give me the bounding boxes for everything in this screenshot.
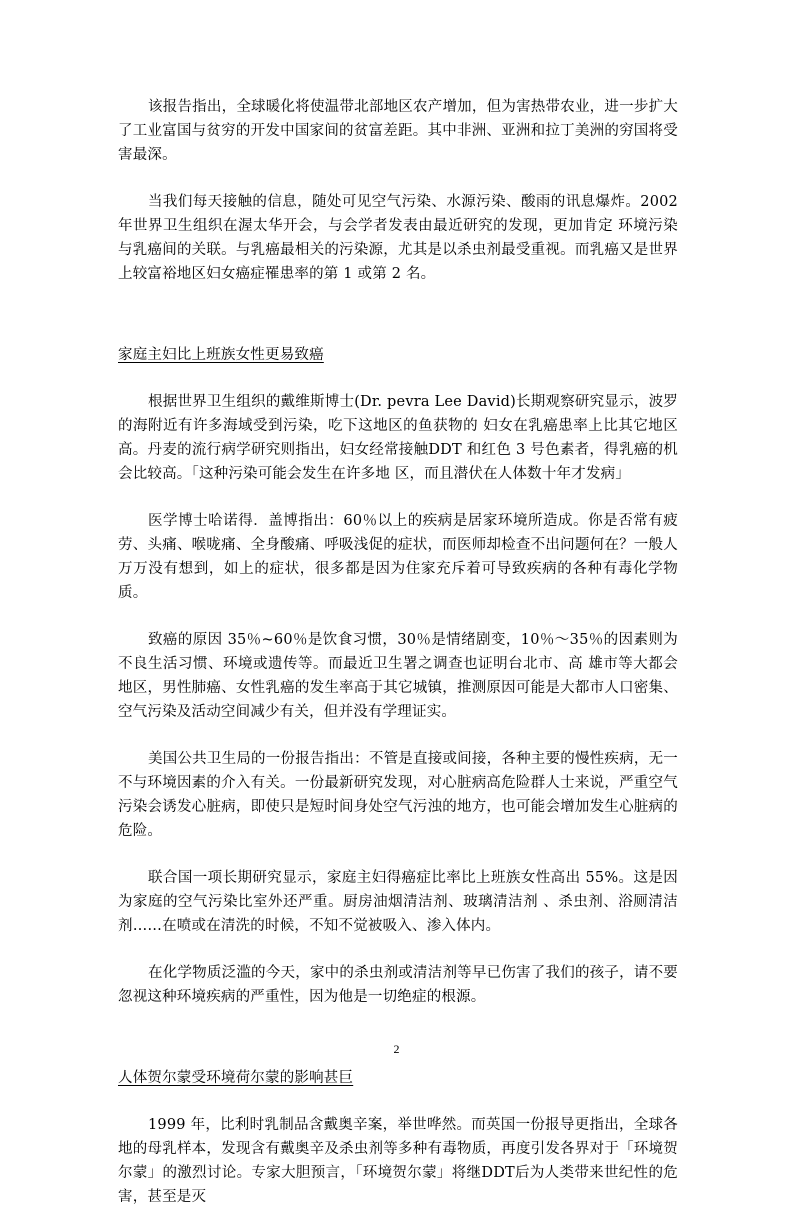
page-number: 2 [393,1042,400,1056]
paragraph-home-environment: 医学博士哈诺得．盖博指出：60％以上的疾病是居家环境所造成。你是否常有疲劳、头痛、喉咙痛、全身酸痛、呼吸浅促的症状，而医师却检查不出问题何在？一般人万万没有想到，如上的症状，很多都是因为住家充斥着可导致疾病的各种有毒化学物质。 [118,513,678,601]
section-heading-hormones: 人体贺尔蒙受环境荷尔蒙的影响甚巨 [118,1070,354,1086]
paragraph-chemical-warning: 在化学物质泛滥的今天，家中的杀虫剂或清洁剂等早已伤害了我们的孩子，请不要忽视这种环境疾病的严重性，因为他是一切绝症的根源。 [118,965,678,1005]
paragraph-un-study: 联合国一项长期研究显示，家庭主妇得癌症比率比上班族女性高出 55%。这是因为家庭的空气污染比室外还严重。厨房油烟清洁剂、玻璃清洁剂 、杀虫剂、浴厕清洁剂……在喷或在清洗的时候，不知不觉被吸入、渗入体内。 [118,870,678,934]
section-heading-housewives: 家庭主妇比上班族女性更易致癌 [118,347,324,363]
paragraph-public-health-report: 美国公共卫生局的一份报告指出：不管是直接或间接，各种主要的慢性疾病，无一不与环境因素的介入有关。一份最新研究发现，对心脏病高危险群人士来说，严重空气污染会诱发心脏病，即使只是短时间身处空气污浊的地方，也可能会增加发生心脏病的危险。 [118,751,678,839]
paragraph-pollution-breast-cancer: 当我们每天接触的信息，随处可见空气污染、水源污染、酸雨的讯息爆炸。2002 年世界卫生组织在渥太华开会，与会学者发表由最近研究的发现，更加肯定 环境污染与乳癌间的关联。与乳癌最相关的污染源，尤其是以杀虫剂最受重视。而乳癌又是世界上较富裕地区妇女癌症罹患率的第 1 或第 2 名。 [118,194,678,282]
paragraph-global-warming: 该报告指出，全球暖化将使温带北部地区农产增加，但为害热带农业，进一步扩大了工业富国与贫穷的开发中国家间的贫富差距。其中非洲、亚洲和拉丁美洲的穷国将受害最深。 [118,99,678,163]
paragraph-cancer-causes: 致癌的原因 35％~60％是饮食习惯，30％是情绪剧变，10％～35％的因素则为不良生活习惯、环境或遗传等。而最近卫生署之调查也证明台北市、高 雄市等大都会地区，男性肺癌、女性乳癌的发生率高于其它城镇，推测原因可能是大都市人口密集、空气污染及活动空间减少有关，但并没有学理证实。 [118,632,678,720]
paragraph-davis-study: 根据世界卫生组织的戴维斯博士(Dr. pevra Lee David)长期观察研究显示，波罗的海附近有许多海域受到污染，吃下这地区的鱼获物的 妇女在乳癌患率上比其它地区高。丹麦的流行病学研究则指出，妇女经常接触DDT 和红色 3 号色素者，得乳癌的机会比较高。「这种污染可能会发生在许多地 区，而且潜伏在人体数十年才发病」 [118,394,678,482]
paragraph-dioxin-case: 1999 年，比利时乳制品含戴奥辛案，举世哗然。而英国一份报导更指出，全球各地的母乳样本，发现含有戴奥辛及杀虫剂等多种有毒物质，再度引发各界对于「环境贺尔蒙」的激烈讨论。专家大胆预言，「环境贺尔蒙」将继DDT后为人类带来世纪性的危害，甚至是灭 [118,1117,678,1205]
